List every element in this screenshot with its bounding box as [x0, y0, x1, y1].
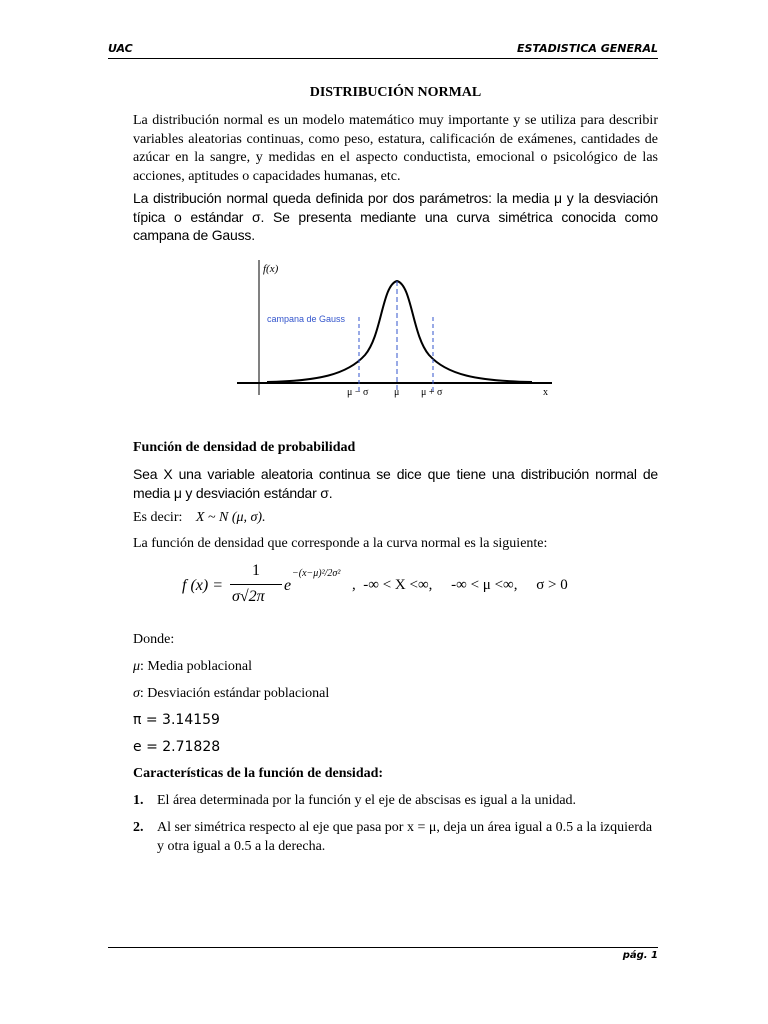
list-item-number: 2.: [133, 820, 144, 835]
mu-description: : Media poblacional: [140, 659, 252, 674]
e-value: e = 2.71828: [133, 739, 221, 755]
mu-symbol: μ: [133, 659, 141, 674]
donde-mu: [133, 659, 658, 675]
tick-mu-plus-sigma: μ + σ: [421, 387, 443, 398]
sigma-symbol: σ: [133, 686, 140, 701]
formula-fraction-bar: [230, 584, 282, 585]
parameters-paragraph: La distribución normal queda definida por dos parámetros: la media μ y la desviación típica o estándar σ. Se presenta mediante una curva simétrica conocida como campana de Gauss.: [133, 190, 658, 243]
donde-sigma: [133, 686, 658, 702]
ylabel: f(x): [263, 263, 279, 275]
list-item-text: El área determinada por la función y el eje de abscisas es igual a la unidad.: [157, 793, 577, 808]
section-heading-characteristics: Características de la función de densidad:: [133, 766, 384, 781]
header-left: UAC: [108, 42, 133, 55]
list-item: [133, 792, 658, 811]
list-item-text: Al ser simétrica respecto al eje que pasa por x = μ, deja un área igual a 0.5 a la izquierda y otra igual a 0.5 a la derecha.: [157, 820, 653, 854]
formula-conditions: , -∞ < X <∞, -∞ < μ <∞, σ > 0: [352, 577, 568, 593]
bell-curve: [267, 281, 532, 382]
density-formula: [182, 562, 662, 612]
es-decir-label: Es decir:: [133, 510, 183, 525]
footer-rule: [108, 947, 658, 948]
section-heading-density: Función de densidad de probabilidad: [133, 440, 356, 455]
formula-denominator: σ√2π: [232, 588, 265, 605]
campana-label: campana de Gauss: [267, 314, 346, 324]
gauss-bell-figure: [237, 255, 557, 405]
es-decir-expression: X ~ N (μ, σ).: [195, 510, 266, 525]
pi-value: π = 3.14159: [133, 712, 220, 728]
xlabel: x: [543, 387, 548, 398]
sigma-description: : Desviación estándar poblacional: [139, 686, 330, 701]
tick-mu: μ: [394, 387, 400, 398]
density-intro-line: La función de densidad que corresponde a la curva normal es la siguiente:: [133, 536, 548, 551]
header-right: ESTADISTICA GENERAL: [516, 42, 658, 55]
donde-label: Donde:: [133, 632, 175, 647]
list-item: [133, 819, 658, 854]
page-title: DISTRIBUCIÓN NORMAL: [309, 85, 482, 100]
sea-x-paragraph: Sea X una variable aleatoria continua se dice que tiene una distribución normal de media μ y desviación estándar σ.: [133, 466, 658, 501]
formula-exp-base: e: [284, 577, 292, 594]
formula-exponent: −(x−μ)²/2σ²: [292, 568, 341, 579]
header-rule: [108, 58, 658, 59]
tick-mu-minus-sigma: μ − σ: [347, 387, 369, 398]
page-number: pág. 1: [622, 950, 658, 961]
intro-paragraph: La distribución normal es un modelo matemático muy importante y se utiliza para describir variables aleatorias continuas, como peso, estatura, calificación de exámenes, cantidades de azúcar en la sangre, y medidas en el aspecto conductista, emocional o psicológico de las acciones, aptitudes o capacidades humanas, etc.: [133, 113, 658, 184]
es-decir-line: [133, 510, 658, 526]
formula-lhs: f (x) =: [182, 577, 223, 594]
formula-numerator: 1: [252, 562, 260, 579]
list-item-number: 1.: [133, 793, 144, 808]
